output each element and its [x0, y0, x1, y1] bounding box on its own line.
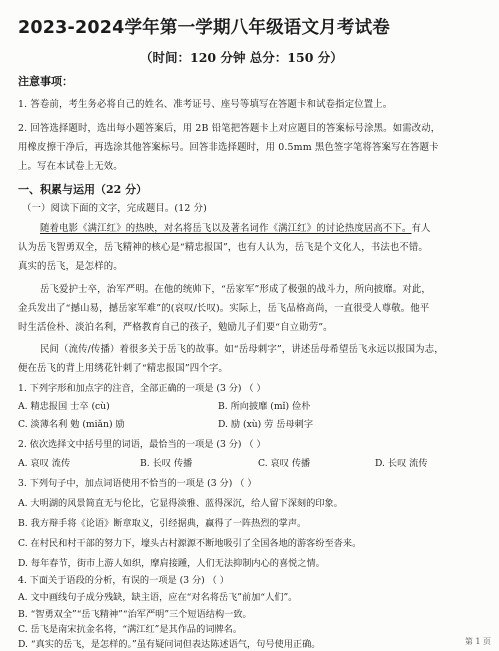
notice-heading: 注意事项：	[18, 75, 73, 88]
question-1-option-c: C. 淡薄名利 勉 (miǎn) 励	[18, 419, 125, 430]
question-2-option-b: B. 长叹 传播	[140, 458, 193, 469]
question-2-option-c: C. 哀叹 传播	[258, 458, 311, 469]
page-number: 第 1 页	[464, 637, 491, 646]
question-1-stem: 1. 下列字形和加点字的注音，全部正确的一项是 (3 分) （ ）	[18, 383, 266, 394]
question-3-option-c: C. 在村民和村干部的努力下，壕头古村源源不断地吸引了全国各地的游客纷至沓来。	[18, 538, 362, 549]
passage-p3-line-1: 民间（流传/传播）着很多关于岳飞的故事。如“岳母刺字”，讲述岳母希望岳飞永远以报国为志，	[40, 344, 444, 355]
exam-subtitle: （时间：120 分钟 总分：150 分）	[140, 50, 343, 65]
question-1-option-b: B. 所向披靡 (mǐ) 俭朴	[218, 401, 311, 412]
notice-item-2-line-1: 2. 回答选择题时，选出每小题答案后，用 2B 铅笔把答题卡上对应题目的答案标号涂黑。如需改动，	[18, 123, 441, 134]
passage-p1-line-2: 认为岳飞智勇双全，岳飞精神的核心是“精忠报国”，也有人认为，岳飞是个文化人，书法也不错。	[18, 242, 428, 253]
exam-title: 2023-2024学年第一学期八年级语文月考试卷	[18, 18, 390, 38]
notice-item-1: 1. 答卷前，考生务必将自己的姓名、准考证号、座号等填写在答题卡和试卷指定位置上。	[18, 99, 393, 110]
question-2-option-a: A. 哀叹 流传	[18, 458, 71, 469]
passage-p1-line-1: 随着电影《满江红》的热映，对名将岳飞以及著名词作《满江红》的讨论热度居高不下。有人	[40, 223, 431, 234]
notice-item-2-line-2: 用橡皮擦干净后，再选涂其他答案标号。回答非选择题时，用 0.5mm 黑色签字笔将答案写在答题卡	[18, 142, 439, 153]
section-1-heading: 一、积累与运用（22 分）	[18, 183, 148, 196]
question-1-option-d: D. 励 (xù) 劳 岳母刺字	[218, 419, 314, 430]
notice-item-2-line-3: 上。写在本试卷上无效。	[18, 161, 123, 172]
passage-p2-line-1: 岳飞爱护士卒，治军严明。在他的统帅下，“岳家军”形成了极强的战斗力，所向披靡。对此，	[40, 284, 431, 295]
question-4-option-b: B. “智勇双全”“岳飞精神”“治军严明”三个短语结构一致。	[18, 609, 252, 620]
part-1-instruction: （一）阅读下面的文字，完成题目。(12 分)	[22, 203, 207, 214]
question-3-stem: 3. 下列句子中，加点词语使用不恰当的一项是 (3 分) （ ）	[18, 478, 257, 489]
passage-p2-line-2: 金兵发出了“撼山易，撼岳家军难”的(哀叹/长叹)。实际上，岳飞品格高尚，一直很受人尊敬。他平	[18, 303, 430, 314]
question-3-option-b: B. 我方辩手将《论语》断章取义，引经据典，赢得了一阵热烈的掌声。	[18, 518, 307, 529]
question-4-option-c: C. 岳飞是南宋抗金名将，“满江红”是其作品的词牌名。	[18, 624, 243, 635]
question-2-stem: 2. 依次选择文中括号里的词语，最恰当的一项是 (3 分) （ ）	[18, 439, 266, 450]
question-2-option-d: D. 长叹 流传	[375, 458, 428, 469]
question-3-option-a: A. 大明湖的风景简直无与伦比，它显得淡雅、蓝得深沉，给人留下深刻的印象。	[18, 498, 343, 509]
question-3-option-d: D. 每年春节，街市上游人如织，摩肩接踵，人们无法抑制内心的喜悦之情。	[18, 558, 325, 569]
passage-p3-line-2: 便在岳飞的背上用绣花针刺了“精忠报国”四个字。	[18, 363, 228, 374]
underlined-sentence: 随着电影《满江红》的热映，对名将岳飞以及著名词作《满江红》的讨论热度居高不下。	[40, 223, 412, 234]
passage-p2-line-3: 时生活俭朴、淡泊名利，严格教育自己的孩子，勉励儿子们要“自立勋劳”。	[18, 322, 333, 333]
question-4-option-a: A. 文中画线句子成分残缺，缺主语，应在“对名将岳飞”前加“人们”。	[18, 592, 298, 603]
question-4-stem: 4. 下面关于语段的分析，有误的一项是 (3 分) （ ）	[18, 575, 229, 586]
question-1-option-a: A. 精忠报国 士卒 (cù)	[18, 401, 110, 412]
passage-p1-line-3: 真实的岳飞，是怎样的。	[18, 261, 123, 272]
question-4-option-d: D. “真实的岳飞，是怎样的。”虽有疑问词但表达陈述语气，句号使用正确。	[18, 639, 321, 650]
